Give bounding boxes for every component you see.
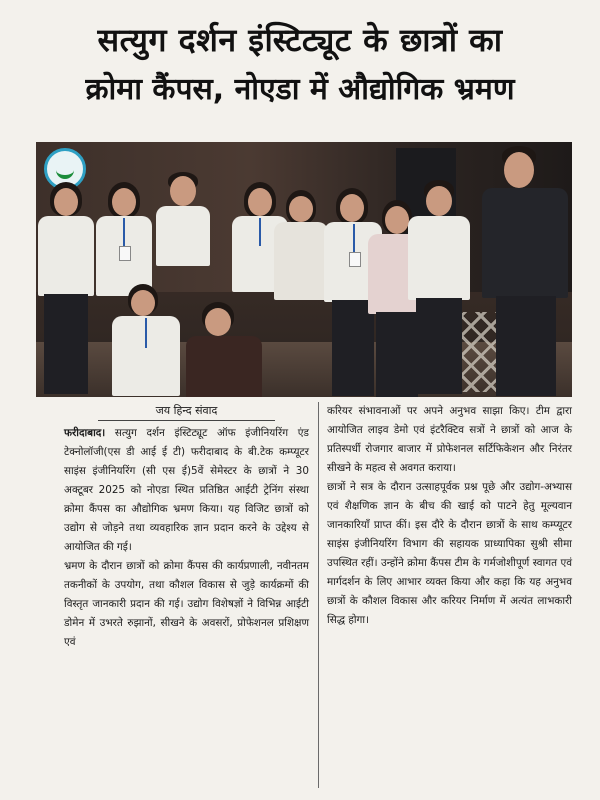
headline-line-2: क्रोमा कैंपस, नोएडा में औद्योगिक भ्रमण: [85, 72, 515, 107]
headline-line-1: सत्युग दर्शन इंस्टिट्यूट के छात्रों का: [97, 21, 503, 59]
headline: [0, 18, 600, 112]
byline: जय हिन्द संवाद: [98, 402, 275, 421]
article-column-right: [327, 402, 572, 630]
group-photo: [36, 142, 572, 397]
article-paragraph-3: छात्रों ने सत्र के दौरान उत्साहपूर्वक प्रश्न पूछे और उद्योग-अभ्यास एवं शैक्षणिक ज्ञान के बीच की खाई को पाटने हेतु मूल्यवान जानकारियाँ प्राप्त कीं। इस दौरे के दौरान छात्रों के साथ कम्प्यूटर साइंस इंजीनियरिंग विभाग की सहायक प्राध्यापिका सुश्री सीमा उपस्थित रहीं। उन्होंने क्रोमा कैंपस टीम के गर्मजोशीपूर्ण स्वागत एवं मार्गदर्शन के लिए आभार व्यक्त किया और कहा कि यह अनुभव छात्रों के कौशल विकास और करियर निर्माण में अत्यंत लाभकारी सिद्ध होगा।: [327, 481, 572, 626]
paragraph-1-text: सत्युग दर्शन इंस्टिट्यूट ऑफ इंजीनियरिंग एंड टेक्नोलॉजी(एस डी आई ई टी) फरीदाबाद के बी.टेक कम्प्यूटर साइंस इंजीनियरिंग (सी एस ई)5वें सेमेस्टर के छात्रों ने 30 अक्टूबर 2025 को नोएडा स्थित प्रतिष्ठित आईटी ट्रेनिंग संस्था क्रोमा कैंपस का औद्योगिक भ्रमण किया। यह विजिट छात्रों को उद्योग से जोड़ने तथा व्यवहारिक ज्ञान प्रदान करने के उद्देश्य से आयोजित की गई।: [64, 427, 309, 553]
column-divider: [318, 402, 319, 788]
article-paragraph-2-continued: करियर संभावनाओं पर अपने अनुभव साझा किए। टीम द्वारा आयोजित लाइव डेमो एवं इंटरैक्टिव सत्रों ने छात्रों को आज के प्रतिस्पर्धी रोजगार बाजार में प्रोफेशनल सर्टिफिकेशन और निरंतर सीखने के महत्व से अवगत कराया।: [327, 405, 572, 474]
dateline: फरीदाबाद।: [64, 427, 106, 439]
article-paragraph-1: [64, 424, 309, 557]
article-column-left: [64, 402, 309, 652]
article-paragraph-2: भ्रमण के दौरान छात्रों को क्रोमा कैंपस की कार्यप्रणाली, नवीनतम तकनीकों के उपयोग, तथा कौशल विकास से जुड़े कार्यक्रमों की विस्तृत जानकारी प्रदान की गई। उद्योग विशेषज्ञों ने विभिन्न आईटी डोमेन में उभरते रुझानों, सीखने के अवसरों, प्रोफेशनल प्रशिक्षण एवं: [64, 560, 309, 648]
